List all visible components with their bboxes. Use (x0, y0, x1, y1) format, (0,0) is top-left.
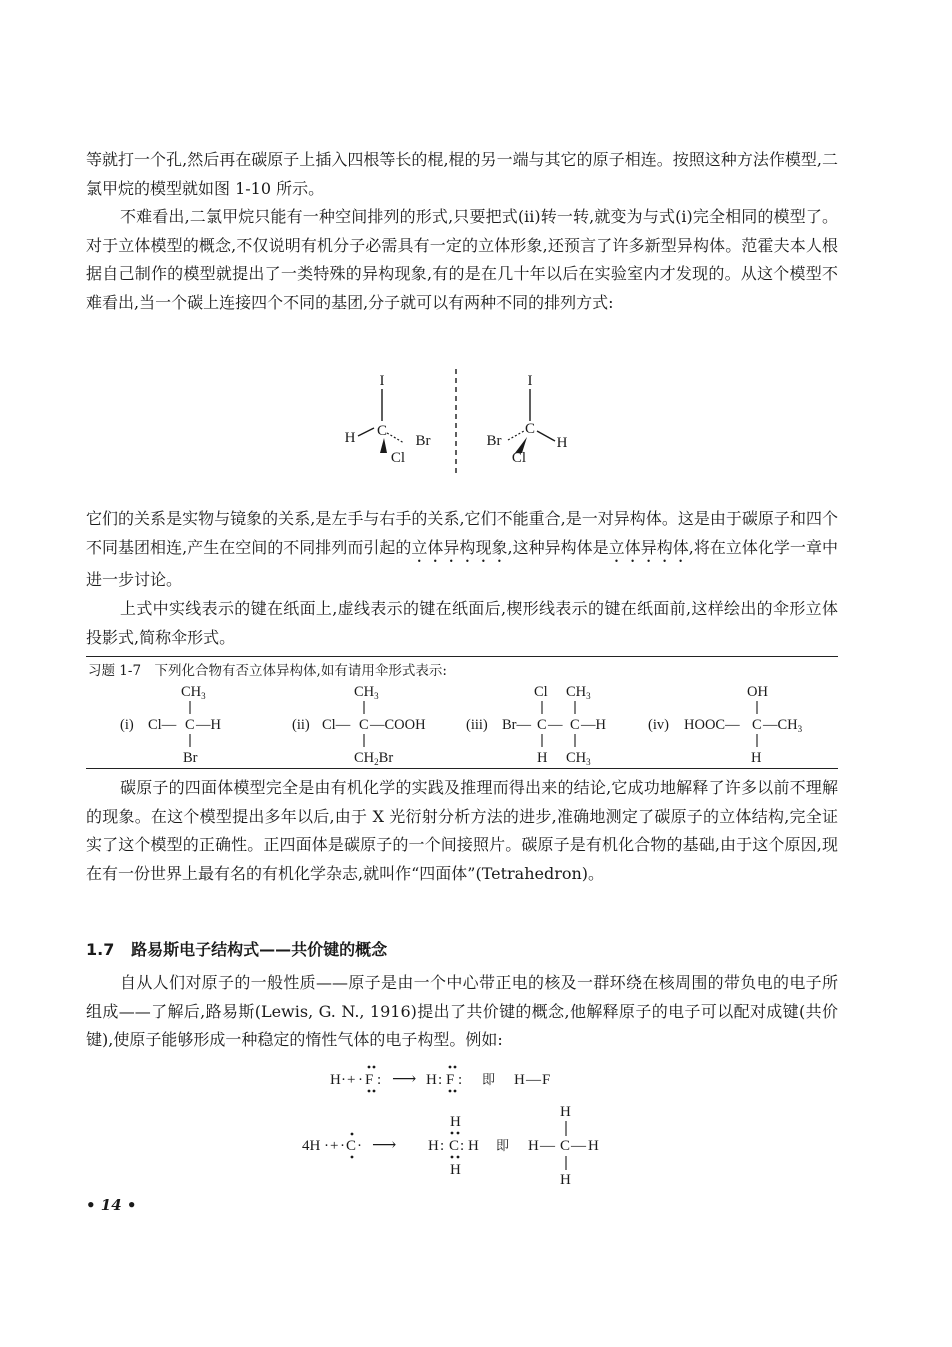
ch4-right-h: H (468, 1138, 479, 1154)
ch4-struct-bond-r: — (571, 1138, 586, 1154)
exercise-ii-center: C (359, 717, 369, 733)
hf-plus: + (347, 1072, 356, 1088)
ch4-dot3: · (357, 1138, 362, 1154)
ch4-plus: + (330, 1138, 339, 1154)
left-left-atom: H (344, 430, 356, 446)
exercise-iii-bottom2: $CH_3$ (566, 750, 591, 767)
ch4-colon1: : (440, 1138, 445, 1154)
ch4-struct-top-h: H (560, 1104, 571, 1120)
section-title: 路易斯电子结构式——共价键的概念 (131, 940, 388, 959)
exercise-iii-left: Br— (502, 717, 531, 733)
ch4-struct-right-h: H (588, 1138, 599, 1154)
hf-product-colon: : (438, 1072, 443, 1088)
ch4-coef: 4H (302, 1138, 321, 1154)
hf-line-h: H (514, 1072, 525, 1088)
exercise-i-left: Cl— (148, 717, 177, 733)
exercise-structures (86, 676, 838, 768)
exercise-iv-top: OH (747, 684, 768, 700)
exercise-i-right: —H (196, 717, 221, 733)
hf-colon: : (377, 1072, 382, 1088)
hf-product-colon2: : (458, 1072, 463, 1088)
ch4-center-c: C (449, 1138, 460, 1154)
section-number: 1.7 (86, 940, 115, 959)
exercise-ii-top: $CH_3$ (354, 684, 379, 701)
exercise-ii-number: (ii) (292, 717, 310, 733)
emphasized-term-stereoisomerism: 立体异构现象 (411, 537, 508, 557)
exercise-i-center: C (185, 717, 195, 733)
lewis-structures (290, 1064, 650, 1186)
exercise-iv-right: $—CH_3$ (763, 717, 803, 734)
hf-product-h: H (426, 1072, 437, 1088)
hf-dot2: · (358, 1072, 363, 1088)
text-run: ,将在立体化学一章中进一步讨论。 (86, 537, 838, 589)
right-bottom-atom: Cl (511, 450, 527, 466)
hf-ji: 即 (482, 1072, 496, 1087)
ch4-top-h: H (450, 1114, 461, 1130)
exercise-label: 习题 1-7 下列化合物有否立体异构体,如有请用伞形式表示: (88, 663, 447, 679)
exercise-iii-bottom1: H (537, 750, 548, 766)
exercise-i-number: (i) (120, 717, 134, 733)
exercise-i-top: $CH_3$ (181, 684, 206, 701)
exercise-ii-left: Cl— (322, 717, 351, 733)
ch4-c: C (346, 1138, 357, 1154)
ch4-arrow: ⟶ (372, 1135, 397, 1154)
exercise-iv-bottom: H (751, 750, 762, 766)
exercise-iv-center: C (752, 717, 762, 733)
paragraph-intro: 等就打一个孔,然后再在碳原子上插入四根等长的棍,棍的另一端与其它的原子相连。按照这种方法作模型,二氯甲烷的模型就如图 1-10 所示。 (86, 150, 838, 198)
paragraph-lewis: 自从人们对原子的一般性质——原子是由一个中心带正电的核及一群环绕在核周围的带负电的电子所组成——了解后,路易斯(Lewis, G. N., 1916)提出了共价键的概念,他解释原子的电子可以配对成键(共价键),使原子能够形成一种稳定的惰性气体的电子构型。例如: (86, 973, 838, 1049)
exercise-i-bottom: Br (183, 750, 198, 766)
exercise-iii-c1: C (537, 717, 547, 733)
hf-line-bond: — (526, 1072, 541, 1088)
left-top-atom: I (379, 373, 385, 389)
ch4-left-h: H (428, 1138, 439, 1154)
paragraph-tetrahedral-model: 碳原子的四面体模型完全是由有机化学的实践及推理而得出来的结论,它成功地解释了许多以前不理解的现象。在这个模型提出多年以后,由于 X 光衍射分析方法的进步,准确地测定了碳原子的立体结构,完全证实了这个模型的正确性。正四面体是碳原子的一个间接照片。碳原子是有机化合物的基础,由于这个原因,现在有一份世界上最有名的有机化学杂志,就叫作“四面体”(Tetrahedron)。 (86, 778, 838, 883)
right-top-atom: I (527, 373, 533, 389)
hf-dot: · (341, 1072, 346, 1088)
exercise-iii-number: (iii) (466, 717, 488, 733)
ch4-dot: · (324, 1138, 329, 1154)
paragraph-isomer-prediction: 不难看出,二氯甲烷只能有一种空间排列的形式,只要把式(ii)转一转,就变为与式(i)完全相同的模型了。对于立体模型的概念,不仅说明有机分子必需具有一定的立体形象,还预言了许多新型异构体。范霍夫本人根据自己制作的模型就提出了一类特殊的异构现象,有的是在几十年以后在实验室内才发现的。从这个模型不难看出,当一个碳上连接四个不同的基团,分子就可以有两种不同的排列方式: (86, 207, 838, 312)
paragraph-umbrella-projection: 上式中实线表示的键在纸面上,虚线表示的键在纸面后,楔形线表示的键在纸面前,这样绘出的伞形立体投影式,简称伞形式。 (86, 599, 838, 647)
exercise-iii-c2: C (570, 717, 580, 733)
left-center-atom: C (376, 423, 388, 439)
left-right-atom: Br (415, 433, 431, 449)
ch4-dot2: · (340, 1138, 345, 1154)
exercise-iii-bond: — (548, 717, 563, 733)
hf-product-f: F (446, 1072, 455, 1088)
hf-line-f: F (542, 1072, 551, 1088)
emphasized-term-stereoisomer: 立体异构体 (608, 537, 689, 557)
right-right-atom: H (556, 435, 568, 451)
ch4-ji: 即 (496, 1138, 510, 1153)
exercise-iv-left: HOOC— (684, 717, 740, 733)
exercise-iii-top1: Cl (534, 684, 548, 700)
mirror-image-diagram (330, 365, 610, 475)
right-left-atom: Br (486, 433, 502, 449)
left-bottom-atom: Cl (390, 450, 406, 466)
ch4-struct-bottom-h: H (560, 1172, 571, 1186)
exercise-bottom-rule (86, 768, 838, 769)
exercise-ii-right: —COOH (370, 717, 426, 733)
section-heading (86, 937, 387, 960)
text-run: 它们的关系是实物与镜象的关系,是左手与右手的关系,它们不能重合,是一对异构体。这是由于碳原子和四个不同基团相连,产生在空间的不同排列而引起的 (86, 509, 838, 557)
paragraph-enantiomers (86, 505, 838, 594)
text-run: ,这种异构体是 (507, 537, 609, 557)
ch4-struct-left-h: H (528, 1138, 539, 1154)
exercise-iii-top2: $CH_3$ (566, 684, 591, 701)
exercise-ii-bottom: $CH_2Br$ (354, 750, 394, 767)
exercise-iii-right: —H (581, 717, 606, 733)
page-number: • 14 • (86, 1196, 137, 1214)
exercise-iv-number: (iv) (648, 717, 669, 733)
ch4-struct-bond-l: — (540, 1138, 555, 1154)
hf-f: F (365, 1072, 374, 1088)
right-center-atom: C (524, 421, 536, 437)
exercise-top-rule (86, 656, 838, 657)
ch4-struct-c: C (560, 1138, 571, 1154)
ch4-bottom-h: H (450, 1162, 461, 1178)
hf-h: H (330, 1072, 341, 1088)
ch4-colon2: : (460, 1138, 465, 1154)
hf-arrow: ⟶ (392, 1069, 417, 1088)
